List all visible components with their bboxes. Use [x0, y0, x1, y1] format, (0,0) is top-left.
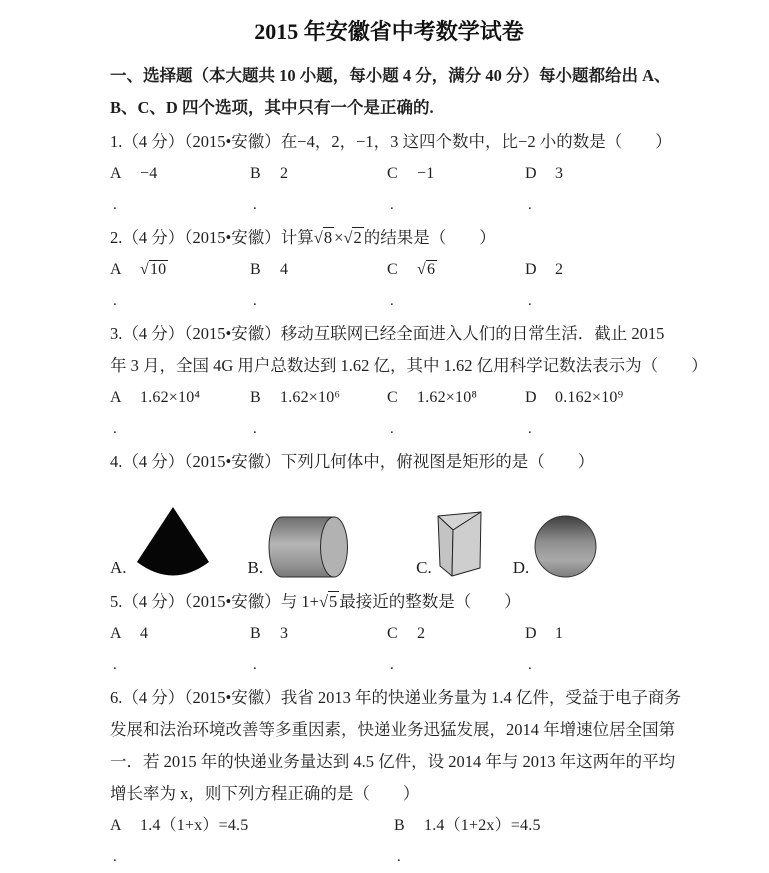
triangular-prism-icon: [437, 508, 483, 578]
option: [110, 618, 250, 650]
option: [387, 382, 525, 414]
option-label: C: [387, 389, 398, 406]
option-value: 1: [555, 625, 564, 642]
option-value: 1.62×10⁴: [140, 389, 201, 406]
option-label: B: [250, 165, 261, 182]
dot: .: [390, 197, 394, 213]
option: [525, 618, 668, 650]
option: [250, 158, 387, 190]
page-content: [110, 16, 708, 872]
option: [110, 254, 250, 286]
dot: .: [113, 657, 117, 673]
sphere-icon: [534, 515, 597, 578]
question-4: [110, 446, 668, 578]
option: [250, 618, 387, 650]
dot: .: [113, 421, 117, 437]
dots-row: [110, 414, 668, 444]
dot: .: [397, 849, 401, 865]
options-row: [110, 158, 668, 190]
option: [387, 158, 525, 190]
question-3: [110, 318, 708, 444]
dot: .: [253, 197, 257, 213]
option-value: 2: [417, 625, 426, 642]
option-label: D: [525, 165, 537, 182]
options-row: [110, 618, 668, 650]
dot: .: [528, 197, 532, 213]
dots-row: [110, 286, 668, 316]
question-text-line: 增长率为 x，则下列方程正确的是（ ）: [110, 784, 420, 803]
dot: .: [390, 293, 394, 309]
question-text-line: 一．若 2015 年的快递业务量达到 4.5 亿件，设 2014 年与 2013 年这两年的平均: [110, 752, 676, 771]
question-text-line: 4.（4 分）（2015•安徽）下列几何体中，俯视图是矩形的是（ ）: [110, 452, 595, 471]
option-value: 4: [280, 261, 289, 278]
option-value: √10: [140, 261, 167, 278]
question-2: [110, 222, 668, 316]
dots-row: [110, 842, 668, 872]
options-row: [110, 254, 668, 286]
option-value: −1: [417, 165, 435, 182]
dot: .: [528, 293, 532, 309]
dot: .: [253, 657, 257, 673]
option-label: B: [250, 625, 261, 642]
question-text-line: 年 3 月，全国 4G 用户总数达到 1.62 亿，其中 1.62 亿用科学记数法表示为（ ）: [110, 356, 708, 375]
option-label: C: [387, 261, 398, 278]
cylinder-icon: [268, 516, 356, 578]
option: [387, 254, 525, 286]
question-text-line: 1.（4 分）（2015•安徽）在−4，2，−1，3 这四个数中，比−2 小的数是（ ）: [110, 132, 672, 151]
option: [110, 382, 250, 414]
option-label: B: [250, 261, 261, 278]
option-value: −4: [140, 165, 158, 182]
option-label: A: [110, 389, 122, 406]
options-row: [110, 382, 668, 414]
dots-row: [110, 190, 668, 220]
option-value: 3: [555, 165, 564, 182]
dot: .: [528, 421, 532, 437]
cone-icon: [132, 506, 214, 578]
option-value: 0.162×10⁹: [555, 389, 624, 406]
option-value: 1.62×10⁸: [417, 389, 478, 406]
question-text-line: 2.（4 分）（2015•安徽）计算√8 ×√2 的结果是（ ）: [110, 228, 496, 247]
option-label: D: [525, 261, 537, 278]
option-value: 1.4（1+x）=4.5: [140, 817, 249, 834]
option: [110, 158, 250, 190]
shape-label-a: A.: [110, 558, 127, 577]
dot: .: [113, 849, 117, 865]
option-label: A: [110, 625, 122, 642]
question-text-line: 3.（4 分）（2015•安徽）移动互联网已经全面进入人们的日常生活．截止 2015: [110, 324, 665, 343]
section-header-line: 一、选择题（本大题共 10 小题，每小题 4 分，满分 40 分）每小题都给出 A、: [110, 66, 671, 85]
option-value: 1.4（1+2x）=4.5: [424, 817, 541, 834]
option: [525, 158, 668, 190]
shape-label-b: B.: [247, 558, 264, 577]
option: [250, 382, 387, 414]
option-label: A: [110, 165, 122, 182]
options-row: [110, 810, 668, 842]
option-label: B: [250, 389, 261, 406]
dot: .: [528, 657, 532, 673]
option: [387, 618, 525, 650]
dot: .: [390, 421, 394, 437]
option-value: 3: [280, 625, 289, 642]
section-header: [110, 60, 671, 124]
option-value: 4: [140, 625, 149, 642]
dot: .: [113, 293, 117, 309]
dots-row: [110, 650, 668, 680]
question-text-line: 5.（4 分）（2015•安徽）与 1+√5 最接近的整数是（ ）: [110, 592, 521, 611]
dot: .: [253, 421, 257, 437]
option-label: A: [110, 817, 122, 834]
geometry-figures-row: [110, 502, 668, 578]
option: [394, 810, 668, 842]
option-value: √6: [417, 261, 436, 278]
question-6: [110, 682, 681, 872]
shape-label-c: C.: [416, 558, 432, 577]
question-5: [110, 586, 668, 680]
option-label: C: [387, 625, 398, 642]
dot: .: [390, 657, 394, 673]
option-label: D: [525, 625, 537, 642]
option-value: 2: [280, 165, 289, 182]
exam-title: 2015 年安徽省中考数学试卷: [254, 19, 524, 44]
option-value: 1.62×10⁶: [280, 389, 341, 406]
option: [250, 254, 387, 286]
option-label: A: [110, 261, 122, 278]
question-1: [110, 126, 672, 220]
shape-label-d: D.: [512, 558, 530, 577]
option-label: C: [387, 165, 398, 182]
section-header-line: B、C、D 四个选项，其中只有一个是正确的.: [110, 98, 434, 117]
question-text-line: 发展和法治环境改善等多重因素，快递业务迅猛发展，2014 年增速位居全国第: [110, 720, 676, 739]
dot: .: [253, 293, 257, 309]
dot: .: [113, 197, 117, 213]
option-label: D: [525, 389, 537, 406]
option: [525, 382, 668, 414]
option-value: 2: [555, 261, 564, 278]
question-text-line: 6.（4 分）（2015•安徽）我省 2013 年的快递业务量为 1.4 亿件，受益于电子商务: [110, 688, 681, 707]
option-label: B: [394, 817, 405, 834]
option: [525, 254, 668, 286]
option: [110, 810, 394, 842]
